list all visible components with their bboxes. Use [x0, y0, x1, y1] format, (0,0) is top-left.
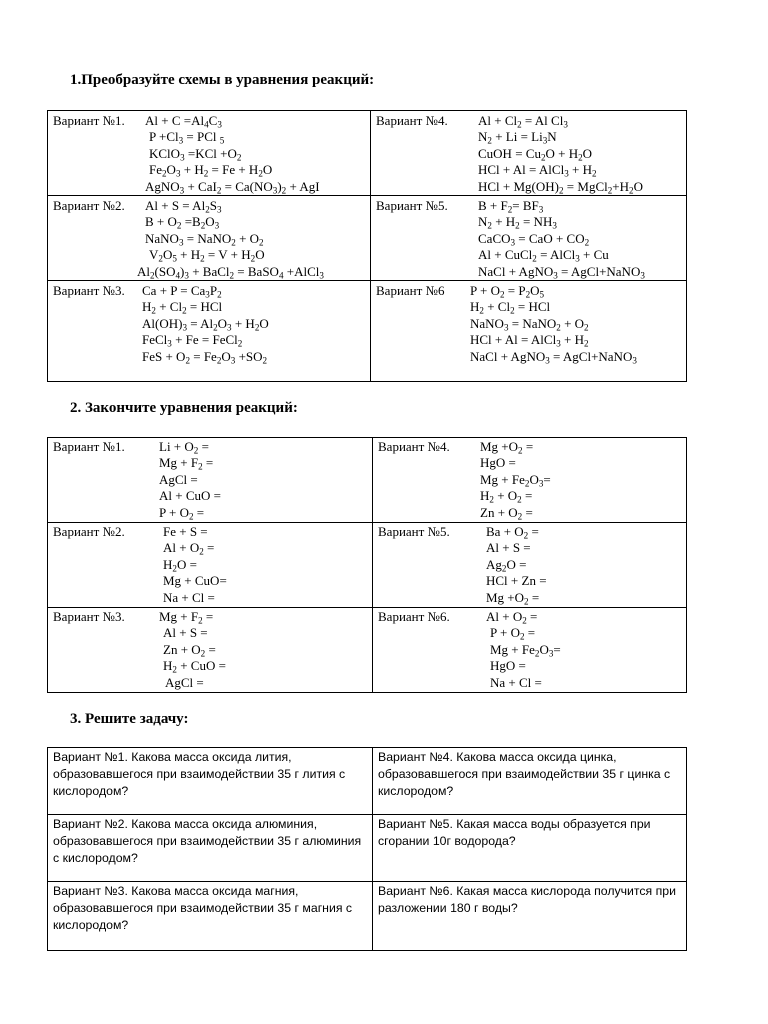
variant-label: Вариант №6 — [376, 283, 445, 298]
equation: $Ag_2O$ = — [486, 556, 527, 574]
equation: NaCl + AgNO$_3$ = AgCl+NaNO$_3$ — [470, 348, 637, 366]
variant-cell — [373, 438, 687, 523]
equation-list — [142, 283, 269, 365]
task-text: Вариант №2. Какова масса оксида алюминия, образовавшегося при взаимодействии 35 г алюминия с кислородом? — [53, 817, 362, 865]
task-cell — [373, 815, 687, 882]
equation: $V_2O_5 + H_2 = V + H_2O$ — [149, 247, 265, 264]
equation-list — [163, 524, 227, 606]
equation: $H_2O$ = — [163, 556, 197, 574]
equation: $Mg + Fe_2O_3=$ — [480, 471, 551, 489]
equation: HgO = — [480, 455, 516, 471]
section-1-table — [47, 110, 687, 382]
variant-label: Вариант №1. — [53, 439, 125, 454]
equation: $Al + Cl_2 = Al$ $Cl_3$ — [478, 113, 568, 130]
task-cell — [48, 815, 373, 882]
variant-cell — [373, 608, 687, 693]
equation: $P +Cl_3$ = PCl $_5$ — [149, 129, 225, 147]
equation: $H_2 + O_2$ = — [480, 488, 533, 505]
equation: $Al + O_2$ = — [163, 540, 215, 558]
equation: $Fe_2O_3 + H_2 = Fe + H_2O$ — [149, 162, 273, 179]
equation-list — [478, 113, 643, 195]
variant-label: Вариант №4. — [376, 113, 448, 128]
equation: AgCl = — [159, 471, 198, 487]
equation-list — [159, 609, 226, 691]
equation: AgNO$_3$ + $CaI_2 = Ca(NO_3)_2$ + AgI — [145, 178, 320, 196]
equation: CaCO$_3$ = CaO + $CO_2$ — [478, 230, 590, 248]
equation: $Al + S = Al_2S_3$ — [145, 198, 222, 215]
variant-label: Вариант №2. — [53, 198, 125, 213]
task-cell — [373, 748, 687, 815]
equation-list — [478, 198, 645, 280]
equation: $Zn + O_2$ = — [163, 641, 216, 659]
equation: $Al + C =Al_4C_3$ — [145, 113, 222, 130]
variant-cell — [48, 608, 373, 693]
equation: NaNO$_3$ = NaNO$_2$ + $O_2$ — [470, 315, 589, 333]
equation: HgO = — [490, 658, 526, 674]
section-3-table — [47, 747, 687, 951]
section-2-table — [47, 437, 687, 693]
equation: $Al + O_2$ = — [486, 609, 538, 626]
equation: AgCl = — [165, 674, 204, 690]
task-text: Вариант №4. Какова масса оксида цинка, образовавшегося при взаимодействии 35 г цинка с кислородом? — [378, 750, 671, 798]
variant-label: Вариант №6. — [378, 609, 450, 624]
task-text: Вариант №1. Какова масса оксида лития, образовавшегося при взаимодействии 35 г лития с кислородом? — [53, 750, 346, 798]
equation: $N_2 + Li = Li_3N$ — [478, 129, 557, 147]
equation: Fe + S = — [163, 524, 208, 539]
task-text: Вариант №5. Какая масса воды образуется при сгорании 10г водорода? — [378, 817, 651, 848]
equation: $B + F_2= BF_3$ — [478, 198, 544, 215]
equation: FeS + $O_2 = Fe_2O_3 +SO_2$ — [142, 348, 268, 366]
equation: $Al_2(SO_4)_3$ + BaCl$_2$ = BaSO$_4$ +AlCl$_3$ — [137, 263, 324, 281]
equation: Na + Cl = — [163, 589, 215, 605]
variant-label: Вариант №3. — [53, 609, 125, 624]
equation: $B + O_2 =B_2O_3$ — [145, 214, 220, 232]
equation: $P + O_2$ = — [490, 625, 536, 643]
variant-label: Вариант №1. — [53, 113, 125, 128]
equation-list — [486, 524, 547, 606]
task-cell — [48, 748, 373, 815]
variant-label: Вариант №5. — [376, 198, 448, 213]
equation: $H_2 + Cl_2$ = HCl — [142, 299, 223, 317]
equation: Mg + CuO= — [163, 573, 227, 589]
equation-list — [480, 439, 551, 521]
equation: HCl + Al = AlCl$_3$ + $H_2$ — [478, 162, 597, 179]
equation: $P + O_2$ = — [159, 504, 205, 522]
equation: $Ca + P = Ca_3P_2$ — [142, 283, 222, 300]
equation: KClO$_3$ $=KCl +O_2$ — [149, 145, 242, 163]
section-1-title: 1.Преобразуйте схемы в уравнения реакций: — [70, 72, 375, 88]
variant-label: Вариант №5. — [378, 524, 450, 539]
section-3-title: 3. Решите задачу: — [70, 711, 189, 727]
equation: Al + S = — [486, 540, 531, 556]
equation: $Ba + O_2$ = — [486, 524, 539, 541]
equation: HCl + $Mg(OH)_2$ = $MgCl_2+H_2O$ — [478, 178, 643, 196]
variant-cell — [371, 281, 687, 382]
task-cell — [373, 882, 687, 951]
variant-label: Вариант №2. — [53, 524, 125, 539]
equation: $Mg + Fe_2O_3=$ — [490, 641, 561, 659]
equation: $Li + O_2$ = — [159, 439, 209, 456]
variant-cell — [48, 523, 373, 608]
equation: HCl + Zn = — [486, 573, 547, 589]
equation-list — [137, 198, 324, 281]
variant-cell — [371, 111, 687, 196]
variant-cell — [373, 523, 687, 608]
equation: $H_2 + Cl_2$ = HCl — [470, 299, 551, 317]
equation: $Mg + F_2$ = — [159, 455, 214, 473]
equation: CuOH = $Cu_2O + H_2O$ — [478, 145, 593, 163]
equation: $Al(OH)_3 = Al_2O_3 + H_2O$ — [142, 315, 269, 333]
equation: $Mg +O_2$ = — [486, 589, 540, 607]
equation-list — [145, 113, 320, 195]
variant-cell — [48, 111, 371, 196]
equation: NaNO$_3$ = NaNO$_2$ + $O_2$ — [145, 230, 264, 248]
variant-cell — [371, 196, 687, 281]
equation: Al + S = — [163, 625, 208, 641]
section-2-title: 2. Закончите уравнения реакций: — [70, 400, 298, 416]
equation: $H_2$ + CuO = — [163, 658, 226, 675]
variant-cell — [48, 281, 371, 382]
equation: Al + CuO = — [159, 488, 221, 504]
variant-label: Вариант №3. — [53, 283, 125, 298]
equation-list — [486, 609, 561, 691]
variant-cell — [48, 438, 373, 523]
task-text: Вариант №6. Какая масса кислорода получится при разложении 180 г воды? — [378, 884, 677, 915]
task-cell — [48, 882, 373, 951]
variant-cell — [48, 196, 371, 281]
equation: $N_2 + H_2 = NH_3$ — [478, 214, 557, 232]
equation: $Mg + F_2$ = — [159, 609, 214, 626]
equation: Na + Cl = — [490, 674, 542, 690]
equation: HCl + Al = AlCl$_3$ + $H_2$ — [470, 332, 589, 349]
equation: Al + CuCl$_2$ = AlCl$_3$ + Cu — [478, 247, 609, 264]
task-text: Вариант №3. Какова масса оксида магния, образовавшегося при взаимодействии 35 г магния с кислородом? — [53, 884, 353, 932]
equation: $P + O_2 = P_2O_5$ — [470, 283, 545, 300]
variant-label: Вариант №4. — [378, 439, 450, 454]
equation-list — [159, 439, 221, 521]
equation: $Zn + O_2$ = — [480, 504, 533, 522]
equation-list — [470, 283, 637, 365]
equation: $Mg +O_2$ = — [480, 439, 534, 456]
equation: NaCl + AgNO$_3$ = AgCl+NaNO$_3$ — [478, 263, 645, 281]
equation: FeCl$_3$ + Fe = FeCl$_2$ — [142, 332, 243, 349]
